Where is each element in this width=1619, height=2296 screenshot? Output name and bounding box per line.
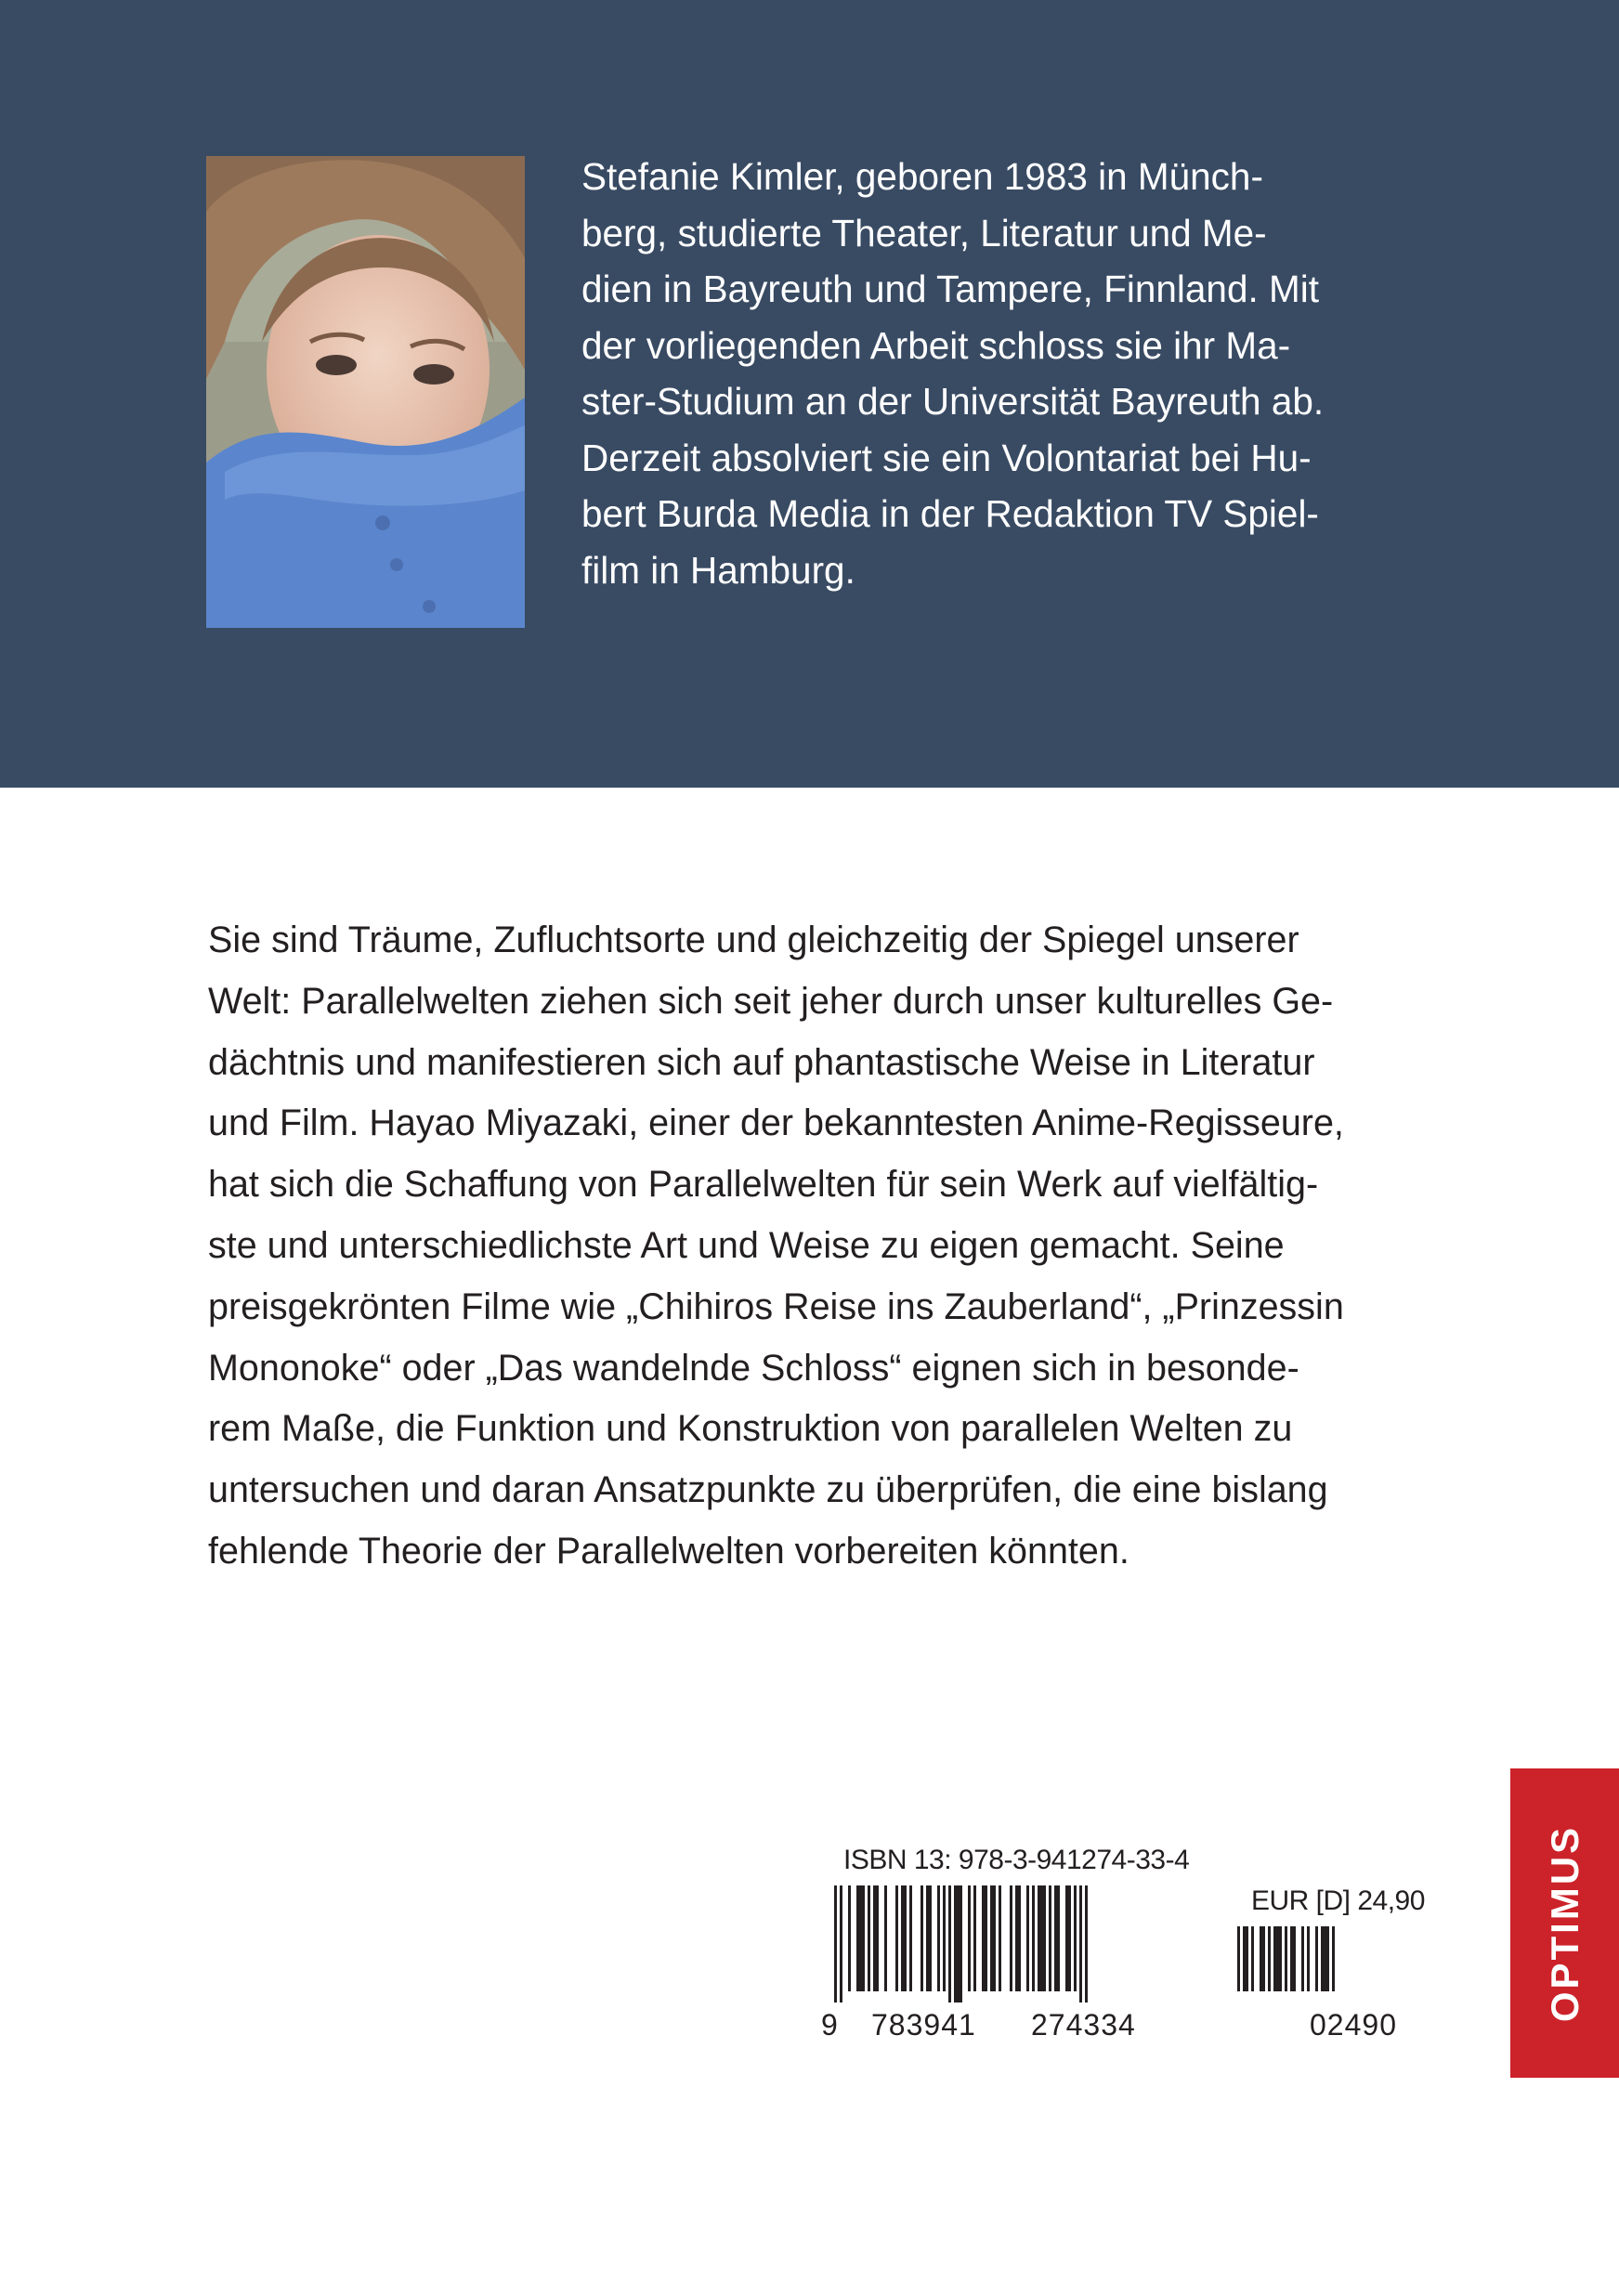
author-bio xyxy=(581,149,1422,598)
barcode-bar xyxy=(982,1885,987,1991)
barcode-bar xyxy=(920,1885,923,1991)
barcode-bar xyxy=(968,1885,971,1991)
barcode-bar xyxy=(937,1885,940,1991)
barcode-bar xyxy=(1237,1926,1240,1991)
barcode-bar xyxy=(1290,1926,1296,1991)
barcode-bar xyxy=(1049,1885,1051,1991)
blurb-line: Welt: Parallelwelten ziehen sich seit jeher durch unser kulturelles Ge- xyxy=(208,980,1334,1022)
barcode-bar xyxy=(1010,1885,1012,1991)
blurb-line: untersuchen und daran Ansatzpunkte zu überprüfen, die eine bislang xyxy=(208,1469,1328,1511)
barcode-bar xyxy=(1321,1926,1329,1991)
blurb-line: hat sich die Schaffung von Parallelwelten für sein Werk auf vielfältig- xyxy=(208,1164,1319,1206)
barcode-bar xyxy=(1301,1926,1304,1991)
price-addon-barcode xyxy=(1237,1926,1414,2002)
barcode-bar xyxy=(868,1885,870,1991)
price-label: EUR [D] 24,90 xyxy=(1251,1885,1425,1916)
barcode-digits-left: 783941 xyxy=(871,2008,976,2042)
author-bio-line: Derzeit absolviert sie ein Volontariat bei Hu- xyxy=(581,436,1312,479)
barcode-bar xyxy=(1065,1885,1071,1991)
barcode-bar xyxy=(1038,1885,1046,1991)
blurb-line: ste und unterschiedlichste Art und Weise zu eigen gemacht. Seine xyxy=(208,1224,1285,1266)
barcode-bar xyxy=(1260,1926,1265,1991)
barcode-bar xyxy=(901,1885,907,1991)
barcode-bar xyxy=(834,1885,837,2002)
barcode-bar xyxy=(1026,1885,1029,1991)
barcode-bar xyxy=(1307,1926,1310,1991)
barcode-bar xyxy=(1243,1926,1248,1991)
barcode-bar xyxy=(999,1885,1001,1991)
barcode-bar xyxy=(909,1885,912,1991)
blurb-line: rem Maße, die Funktion und Konstruktion von parallelen Welten zu xyxy=(208,1408,1293,1450)
barcode-bar xyxy=(1285,1926,1287,1991)
barcode-bar xyxy=(954,1885,962,2002)
barcode-bar xyxy=(1332,1926,1335,1991)
barcode-bar xyxy=(990,1885,996,1991)
author-portrait-illustration xyxy=(206,156,525,628)
barcode-digits-right: 274334 xyxy=(1031,2008,1136,2042)
barcode-bar xyxy=(884,1885,887,1991)
barcode-lead-digit: 9 xyxy=(821,2008,838,2042)
barcode-bar xyxy=(895,1885,898,1991)
barcode-bar xyxy=(1251,1926,1254,1991)
blurb-line: preisgekrönten Filme wie „Chihiros Reise ins Zauberland“, „Prinzessin xyxy=(208,1285,1344,1327)
author-bio-line: Stefanie Kimler, geboren 1983 in Münch- xyxy=(581,155,1263,198)
blurb-line: fehlende Theorie der Parallelwelten vorbereiten könnten. xyxy=(208,1530,1129,1572)
barcode-bar xyxy=(1085,1885,1088,2002)
barcode-bar xyxy=(1079,1885,1082,2002)
barcode-bar xyxy=(1315,1926,1318,1991)
author-bio-line: bert Burda Media in der Redaktion TV Spiel- xyxy=(581,492,1319,535)
author-bio-line: ster-Studium an der Universität Bayreuth ab. xyxy=(581,380,1325,423)
barcode-bar xyxy=(1074,1885,1077,1991)
barcode-bar xyxy=(848,1885,851,1991)
barcode-bar xyxy=(1273,1926,1282,1991)
barcode-bar xyxy=(1054,1885,1060,1991)
author-bio-line: der vorliegenden Arbeit schloss sie ihr Ma- xyxy=(581,323,1291,367)
author-bio-line: dien in Bayreuth und Tampere, Finnland. Mit xyxy=(581,267,1319,310)
blurb-line: dächtnis und manifestieren sich auf phantastische Weise in Literatur xyxy=(208,1041,1315,1083)
barcode-bar xyxy=(973,1885,976,1991)
addon-digits: 02490 xyxy=(1310,2008,1397,2042)
blurb-line: Sie sind Träume, Zufluchtsorte und gleichzeitig der Spiegel unserer xyxy=(208,920,1299,960)
publisher-name: OPTIMUS xyxy=(1542,1824,1586,2022)
barcode-bar xyxy=(1032,1885,1035,1991)
blurb-line: Mononoke“ oder „Das wandelnde Schloss“ eignen sich in besonde- xyxy=(208,1347,1299,1389)
isbn-label: ISBN 13: 978-3-941274-33-4 xyxy=(843,1845,1190,1875)
barcode-bar xyxy=(840,1885,842,2002)
barcode-bar xyxy=(943,1885,946,1991)
author-bio-line: berg, studierte Theater, Literatur und Me- xyxy=(581,211,1267,254)
author-section xyxy=(0,0,1619,788)
barcode-bar xyxy=(1015,1885,1021,1991)
isbn-barcode xyxy=(834,1885,1185,2002)
barcode-bar xyxy=(873,1885,879,1991)
author-bio-line: film in Hamburg. xyxy=(581,548,855,592)
blurb-line: und Film. Hayao Miyazaki, einer der bekanntesten Anime-Regisseure, xyxy=(208,1102,1344,1144)
barcode-bar xyxy=(1268,1926,1271,1991)
publisher-tab xyxy=(1510,1768,1619,2078)
barcode-bar xyxy=(856,1885,865,1991)
barcode-bar xyxy=(926,1885,932,1991)
author-photo xyxy=(206,156,525,628)
barcode-bar xyxy=(948,1885,951,2002)
book-blurb xyxy=(208,910,1412,1583)
